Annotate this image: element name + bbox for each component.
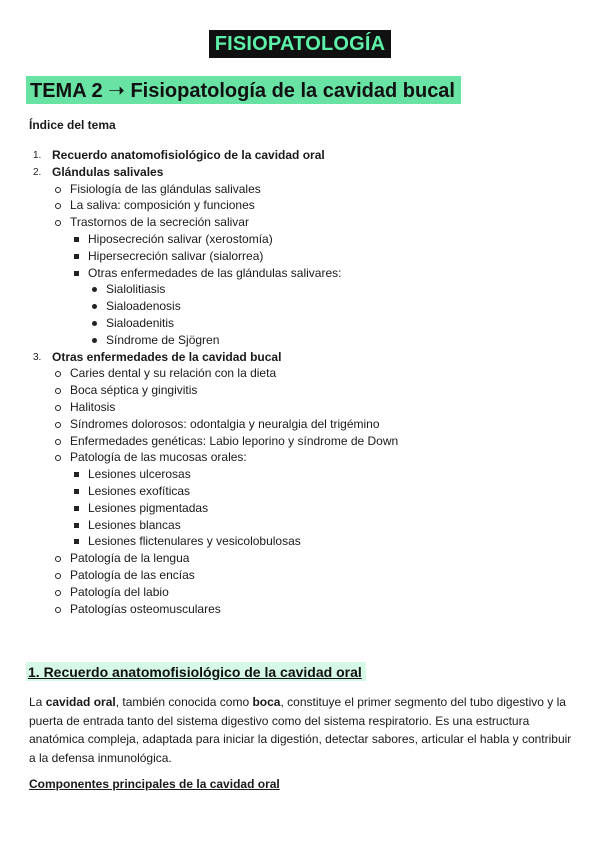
list-item [0,399,600,416]
list-item [0,281,600,298]
list-item [0,349,600,366]
list-item [0,416,600,433]
list-item-text: Enfermedades genéticas: Labio leporino y síndrome de Down [70,433,399,448]
list-number: 1. [33,150,42,161]
square-bullet-icon [74,271,79,276]
circle-bullet-icon [55,220,61,226]
circle-bullet-icon [55,405,61,411]
square-bullet-icon [74,472,79,477]
intro-paragraph [29,693,577,767]
list-item-text: Patología del labio [70,584,169,599]
list-item-text: Sialolitiasis [106,282,166,297]
circle-bullet-icon [55,203,61,209]
square-bullet-icon [74,237,79,242]
list-item-text: Caries dental y su relación con la dieta [70,366,277,381]
subheading-components: Componentes principales de la cavidad oral [29,777,280,791]
circle-bullet-icon [55,439,61,445]
list-item-text: Boca séptica y gingivitis [70,383,198,398]
list-item [0,332,600,349]
list-item [0,449,600,466]
list-item-text: Lesiones exofíticas [88,483,191,498]
list-item-text: Sialoadenosis [106,299,181,314]
list-item-text: Lesiones blancas [88,517,181,532]
square-bullet-icon [74,254,79,259]
dot-bullet-icon [92,304,97,309]
section-heading: 1. Recuerdo anatomofisiológico de la cavidad oral [26,662,366,681]
list-item-text: Otras enfermedades de la cavidad bucal [52,349,282,364]
circle-bullet-icon [55,455,61,461]
list-item [0,164,600,181]
list-item-text: Patología de la lengua [70,551,190,566]
list-item-text: Hipersecreción salivar (sialorrea) [88,248,264,263]
paragraph-bold-term: boca [252,695,281,709]
square-bullet-icon [74,523,79,528]
list-number: 3. [33,351,42,363]
paragraph-text: La [29,695,46,709]
circle-bullet-icon [55,556,61,562]
list-number: 2. [33,166,42,178]
circle-bullet-icon [55,590,61,596]
square-bullet-icon [74,539,79,544]
list-item [0,500,600,517]
list-item [0,265,600,282]
circle-bullet-icon [55,388,61,394]
main-title-container [0,30,600,58]
list-item-text: Patología de las encías [70,567,195,582]
list-item [0,197,600,214]
list-item [0,533,600,550]
circle-bullet-icon [55,573,61,579]
list-item [0,365,600,382]
list-item-text: Lesiones pigmentadas [88,500,209,515]
list-item [0,584,600,601]
paragraph-bold-term: cavidad oral [45,695,116,709]
list-item-text: Glándulas salivales [52,164,164,179]
list-item [0,214,600,231]
square-bullet-icon [74,489,79,494]
list-item-text: Patología de las mucosas orales: [70,450,247,465]
list-item [0,147,600,164]
list-item-text: Síndromes dolorosos: odontalgia y neuralgia del trigémino [70,416,380,431]
list-item [0,483,600,500]
list-item [0,231,600,248]
dot-bullet-icon [92,321,97,326]
list-item-text: Lesiones ulcerosas [88,467,191,482]
list-item [0,181,600,198]
square-bullet-icon [74,506,79,511]
list-item [0,567,600,584]
circle-bullet-icon [55,371,61,377]
circle-bullet-icon [55,187,61,193]
list-item-text: La saliva: composición y funciones [70,198,255,213]
table-of-contents [0,147,600,617]
list-item-text: Trastornos de la secreción salivar [70,215,249,230]
list-item-text: Fisiología de las glándulas salivales [70,181,261,196]
list-item [0,248,600,265]
list-item-text: Recuerdo anatomofisiológico de la cavidad oral [52,148,325,162]
index-label: Índice del tema [29,118,116,132]
list-item [0,601,600,618]
list-item-text: Síndrome de Sjögren [106,332,220,347]
list-item [0,517,600,534]
list-item-text: Hiposecreción salivar (xerostomía) [88,231,273,246]
list-item [0,550,600,567]
list-item-text: Sialoadenitis [106,315,175,330]
list-item [0,315,600,332]
tema-title: TEMA 2 ➝ Fisiopatología de la cavidad bucal [26,76,461,104]
list-item [0,433,600,450]
list-item-text: Lesiones flictenulares y vesicolobulosas [88,534,301,549]
main-title: FISIOPATOLOGÍA [209,30,392,58]
list-item [0,382,600,399]
list-item [0,298,600,315]
paragraph-text: , también conocida como [115,695,253,709]
dot-bullet-icon [92,287,97,292]
list-item [0,466,600,483]
list-item-text: Otras enfermedades de las glándulas salivares: [88,265,342,280]
circle-bullet-icon [55,607,61,613]
list-item-text: Patologías osteomusculares [70,601,221,616]
paragraph-text: , constituye el primer segmento del tubo digestivo y la puerta de entrada tanto del sistema digestivo como del sistema respiratorio. Es una estructura anatómica compleja, adaptada para iniciar la digestión, detectar sabores, articular el habla y contribuir a la defensa inmunológica. [29,695,572,765]
dot-bullet-icon [92,338,97,343]
list-item-text: Halitosis [70,399,116,414]
circle-bullet-icon [55,422,61,428]
